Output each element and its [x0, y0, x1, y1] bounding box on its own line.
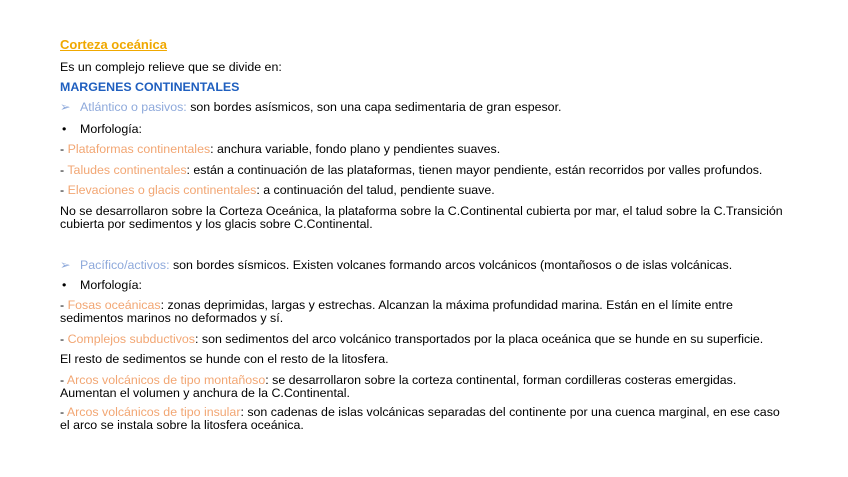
arrow-bullet-icon: ➢ [60, 100, 71, 114]
item-text: : anchura variable, fondo plano y pendientes suaves. [210, 142, 501, 156]
item-text: : a continuación del talud, pendiente suave. [256, 183, 495, 197]
item-prefix: - [60, 163, 68, 177]
item-prefix: - [60, 142, 68, 156]
page-title: Corteza oceánica [60, 37, 167, 52]
item-prefix: - [60, 298, 68, 312]
item-label: Plataformas continentales [67, 142, 211, 156]
morphology-label: Morfología: [80, 278, 142, 292]
item-prefix: - [60, 332, 68, 346]
item-prefix: - [60, 183, 68, 197]
list-item [60, 299, 788, 325]
item-text: : zonas deprimidas, largas y estrechas. Alcanzan la máxima profundidad marina. Están en el límite entre sedimentos marinos no deformados y sí. [60, 298, 733, 325]
item-text: : son sedimentos del arco volcánico transportados por la placa oceánica que se hunde en su superficie. [195, 332, 764, 346]
list-item [60, 406, 788, 432]
atlantic-label: Atlántico o pasivos: [80, 100, 187, 114]
pacific-morphology-line [60, 279, 824, 292]
section-heading: MARGENES CONTINENTALES [60, 80, 240, 94]
bullet-icon: • [62, 278, 67, 292]
item-label: Fosas oceánicas [67, 298, 161, 312]
atlantic-text: son bordes asísmicos, son una capa sedimentaria de gran espesor. [186, 100, 562, 114]
pacific-label: Pacífico/activos: [80, 258, 170, 272]
item-prefix: - [60, 373, 67, 387]
item-text: : son cadenas de islas volcánicas separadas del continente por una cuenca marginal, en ese caso el arco se instala sobre la litosfera oceánica. [60, 405, 780, 432]
list-item [60, 374, 788, 400]
item-text: : se desarrollaron sobre la corteza continental, forman cordilleras costeras emergidas. Aumentan el volumen y anchura de la C.Continental. [60, 373, 737, 400]
item-prefix: - [60, 405, 67, 419]
atlantic-morphology-line [60, 123, 824, 136]
intro-text: Es un complejo relieve que se divide en: [60, 60, 282, 74]
pacific-note: El resto de sedimentos se hunde con el resto de la litosfera. [60, 352, 389, 366]
item-label: Complejos subductivos [67, 332, 195, 346]
atlantic-note: No se desarrollaron sobre la Corteza Oceánica, la plataforma sobre la C.Continental cubierta por mar, el talud sobre la C.Transición cubierta por sedimentos y los glacis sobre C.Continental. [60, 204, 783, 231]
bullet-icon: • [62, 122, 67, 136]
list-item [60, 143, 824, 156]
pacific-line [60, 259, 824, 272]
atlantic-line [60, 101, 824, 114]
arrow-bullet-icon: ➢ [60, 258, 71, 272]
list-item [60, 164, 824, 177]
item-label: Arcos volcánicos de tipo montañoso [66, 373, 266, 387]
list-item [60, 333, 824, 346]
item-label: Arcos volcánicos de tipo insular [66, 405, 241, 419]
morphology-label: Morfología: [80, 122, 142, 136]
pacific-text: son bordes sísmicos. Existen volcanes formando arcos volcánicos (montañosos o de islas volcánicas. [169, 258, 733, 272]
item-label: Taludes continentales [67, 163, 187, 177]
item-label: Elevaciones o glacis continentales [67, 183, 257, 197]
item-text: : están a continuación de las plataformas, tienen mayor pendiente, están recorridos por valles profundos. [186, 163, 763, 177]
list-item [60, 184, 824, 197]
